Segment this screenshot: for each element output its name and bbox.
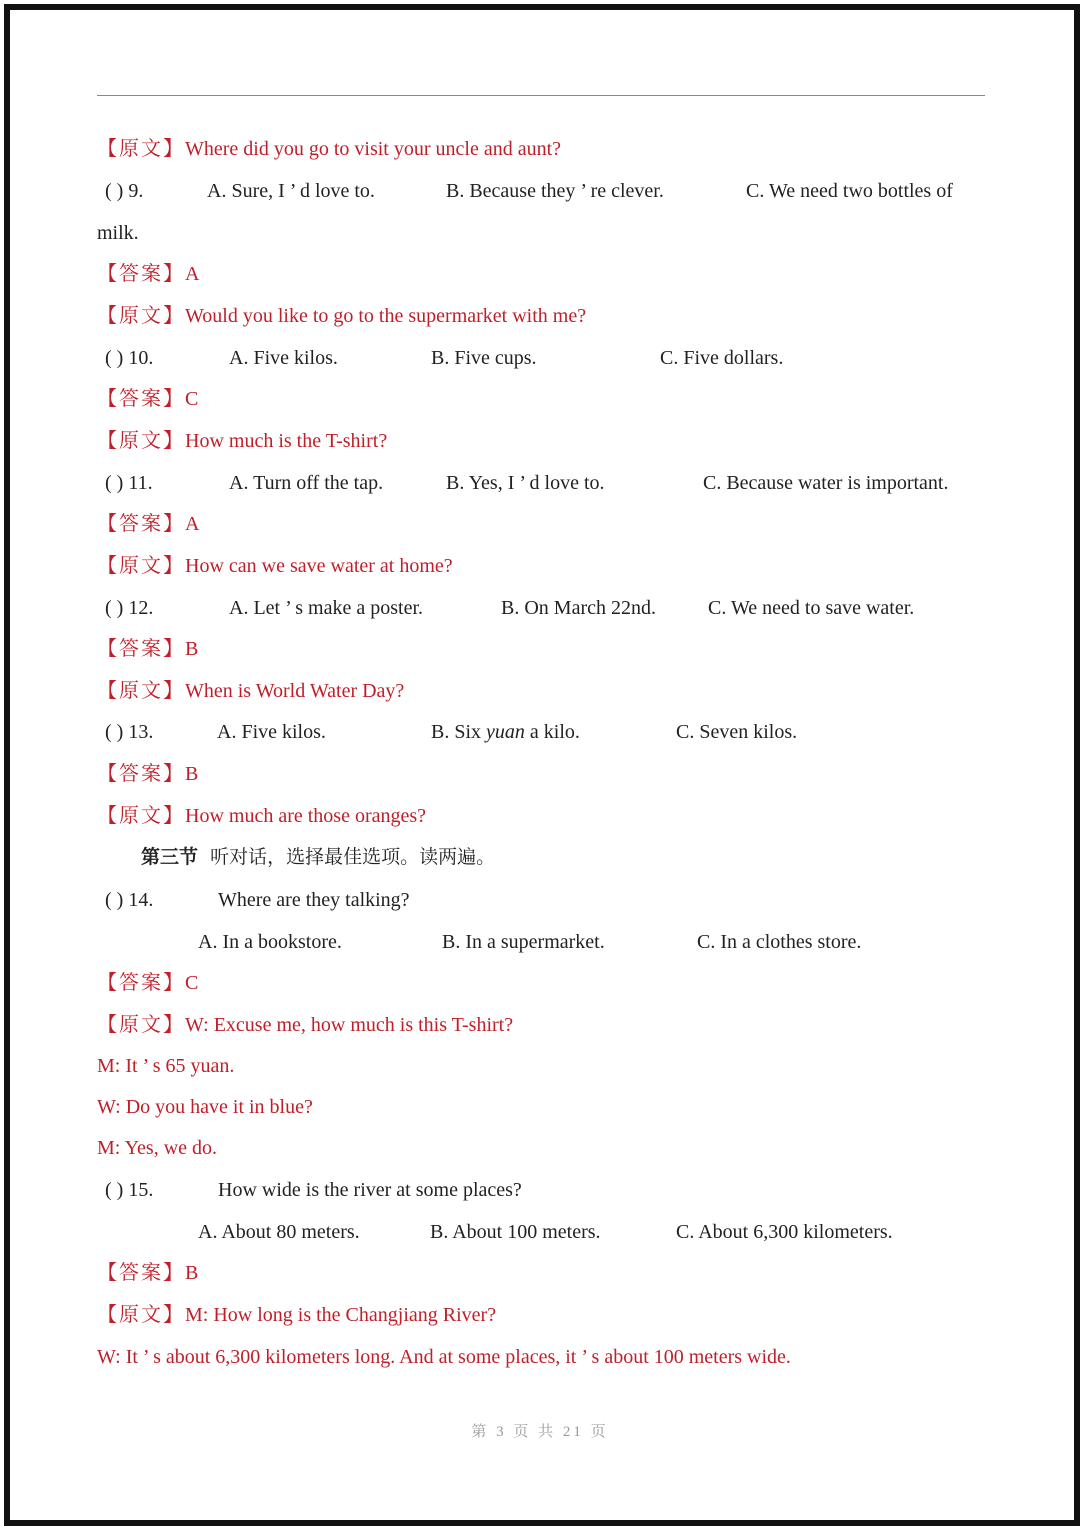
original-text: M: How long is the Changjiang River? bbox=[185, 1304, 497, 1326]
original-tag: 【原文】 bbox=[97, 1304, 185, 1326]
question-row-12 bbox=[97, 594, 987, 622]
original-text: When is World Water Day? bbox=[185, 680, 405, 702]
answer-blank[interactable]: ( ) 12. bbox=[105, 597, 154, 619]
original-tag: 【原文】 bbox=[97, 805, 185, 827]
section-instructions: 听对话，选择最佳选项。读两遍。 bbox=[210, 846, 496, 868]
option-a: A. Five kilos. bbox=[217, 721, 326, 743]
answer-value: B bbox=[185, 1262, 199, 1284]
answer-value: A bbox=[185, 263, 200, 285]
dialog-line: W: It ’ s about 6,300 kilometers long. And at some places, it ’ s about 100 meters wide. bbox=[97, 1346, 791, 1368]
answer-value: B bbox=[185, 638, 199, 660]
page-number-footer: 第 3 页 共 21 页 bbox=[471, 1424, 609, 1440]
options-row-14 bbox=[97, 928, 987, 956]
option-c-wrap: milk. bbox=[97, 222, 139, 244]
original-text-line bbox=[97, 677, 404, 705]
option-a: A. Let ’ s make a poster. bbox=[229, 597, 424, 619]
option-b-text: B. Six bbox=[431, 721, 487, 743]
answer-line bbox=[97, 969, 198, 997]
option-c: C. About 6,300 kilometers. bbox=[676, 1221, 893, 1243]
answer-tag: 【答案】 bbox=[97, 1262, 185, 1284]
answer-line bbox=[97, 385, 198, 413]
answer-tag: 【答案】 bbox=[97, 513, 185, 535]
original-tag: 【原文】 bbox=[97, 555, 185, 577]
original-text-line bbox=[97, 302, 586, 330]
answer-tag: 【答案】 bbox=[97, 763, 185, 785]
original-text-line bbox=[97, 427, 387, 455]
question-row-11 bbox=[97, 469, 987, 497]
answer-line bbox=[97, 635, 198, 663]
question-row-14 bbox=[97, 886, 987, 914]
answer-tag: 【答案】 bbox=[97, 263, 185, 285]
answer-blank[interactable]: ( ) 15. bbox=[105, 1179, 154, 1201]
option-b bbox=[431, 718, 580, 746]
question-text: Where are they talking? bbox=[218, 889, 410, 911]
original-text: How much are those oranges? bbox=[185, 805, 427, 827]
option-c: C. We need two bottles of bbox=[746, 180, 953, 202]
option-a: A. About 80 meters. bbox=[198, 1221, 360, 1243]
original-text-line bbox=[97, 552, 453, 580]
question-row-15 bbox=[97, 1176, 987, 1204]
option-c: C. In a clothes store. bbox=[697, 931, 862, 953]
section-heading bbox=[141, 843, 495, 871]
dialog-line: M: It ’ s 65 yuan. bbox=[97, 1055, 235, 1077]
answer-value: A bbox=[185, 513, 200, 535]
option-b: B. In a supermarket. bbox=[442, 931, 605, 953]
answer-blank[interactable]: ( ) 10. bbox=[105, 347, 154, 369]
option-a: A. Five kilos. bbox=[229, 347, 338, 369]
original-text: Would you like to go to the supermarket with me? bbox=[185, 305, 587, 327]
option-b-italic: yuan bbox=[486, 721, 525, 743]
option-c: C. Five dollars. bbox=[660, 347, 784, 369]
options-row-15 bbox=[97, 1218, 987, 1246]
option-b: B. On March 22nd. bbox=[501, 597, 656, 619]
answer-value: B bbox=[185, 763, 199, 785]
question-row-13 bbox=[97, 718, 987, 746]
question-row-10 bbox=[97, 344, 987, 372]
original-text-line bbox=[97, 135, 561, 163]
option-a: A. Sure, I ’ d love to. bbox=[207, 180, 375, 202]
answer-tag: 【答案】 bbox=[97, 388, 185, 410]
question-text: How wide is the river at some places? bbox=[218, 1179, 522, 1201]
option-b: B. Yes, I ’ d love to. bbox=[446, 472, 605, 494]
original-text: How much is the T-shirt? bbox=[185, 430, 388, 452]
original-text: How can we save water at home? bbox=[185, 555, 453, 577]
original-tag: 【原文】 bbox=[97, 305, 185, 327]
answer-blank[interactable]: ( ) 13. bbox=[105, 721, 154, 743]
answer-blank[interactable]: ( ) 14. bbox=[105, 889, 154, 911]
answer-line bbox=[97, 1259, 198, 1287]
option-c: C. We need to save water. bbox=[708, 597, 915, 619]
dialog-line: M: Yes, we do. bbox=[97, 1137, 218, 1159]
question-row-9 bbox=[97, 177, 987, 205]
answer-blank[interactable]: ( ) 11. bbox=[105, 472, 153, 494]
option-c: C. Because water is important. bbox=[703, 472, 949, 494]
answer-blank[interactable]: ( ) 9. bbox=[105, 180, 144, 202]
original-tag: 【原文】 bbox=[97, 138, 185, 160]
option-b-text: a kilo. bbox=[524, 721, 580, 743]
original-text: W: Excuse me, how much is this T-shirt? bbox=[185, 1014, 514, 1036]
original-text-line bbox=[97, 1301, 496, 1329]
original-tag: 【原文】 bbox=[97, 1014, 185, 1036]
header-rule bbox=[97, 95, 985, 96]
answer-line bbox=[97, 260, 199, 288]
original-text-line bbox=[97, 1011, 513, 1039]
option-b: B. About 100 meters. bbox=[430, 1221, 601, 1243]
option-a: A. In a bookstore. bbox=[198, 931, 342, 953]
option-a: A. Turn off the tap. bbox=[229, 472, 384, 494]
answer-tag: 【答案】 bbox=[97, 638, 185, 660]
option-c: C. Seven kilos. bbox=[676, 721, 798, 743]
answer-line bbox=[97, 760, 198, 788]
answer-value: C bbox=[185, 972, 199, 994]
option-b: B. Five cups. bbox=[431, 347, 537, 369]
answer-tag: 【答案】 bbox=[97, 972, 185, 994]
answer-line bbox=[97, 510, 199, 538]
option-b: B. Because they ’ re clever. bbox=[446, 180, 664, 202]
answer-value: C bbox=[185, 388, 199, 410]
original-tag: 【原文】 bbox=[97, 680, 185, 702]
original-tag: 【原文】 bbox=[97, 430, 185, 452]
dialog-line: W: Do you have it in blue? bbox=[97, 1096, 313, 1118]
original-text-line bbox=[97, 802, 426, 830]
section-title: 第三节 bbox=[141, 846, 199, 868]
original-text: Where did you go to visit your uncle and aunt? bbox=[185, 138, 562, 160]
